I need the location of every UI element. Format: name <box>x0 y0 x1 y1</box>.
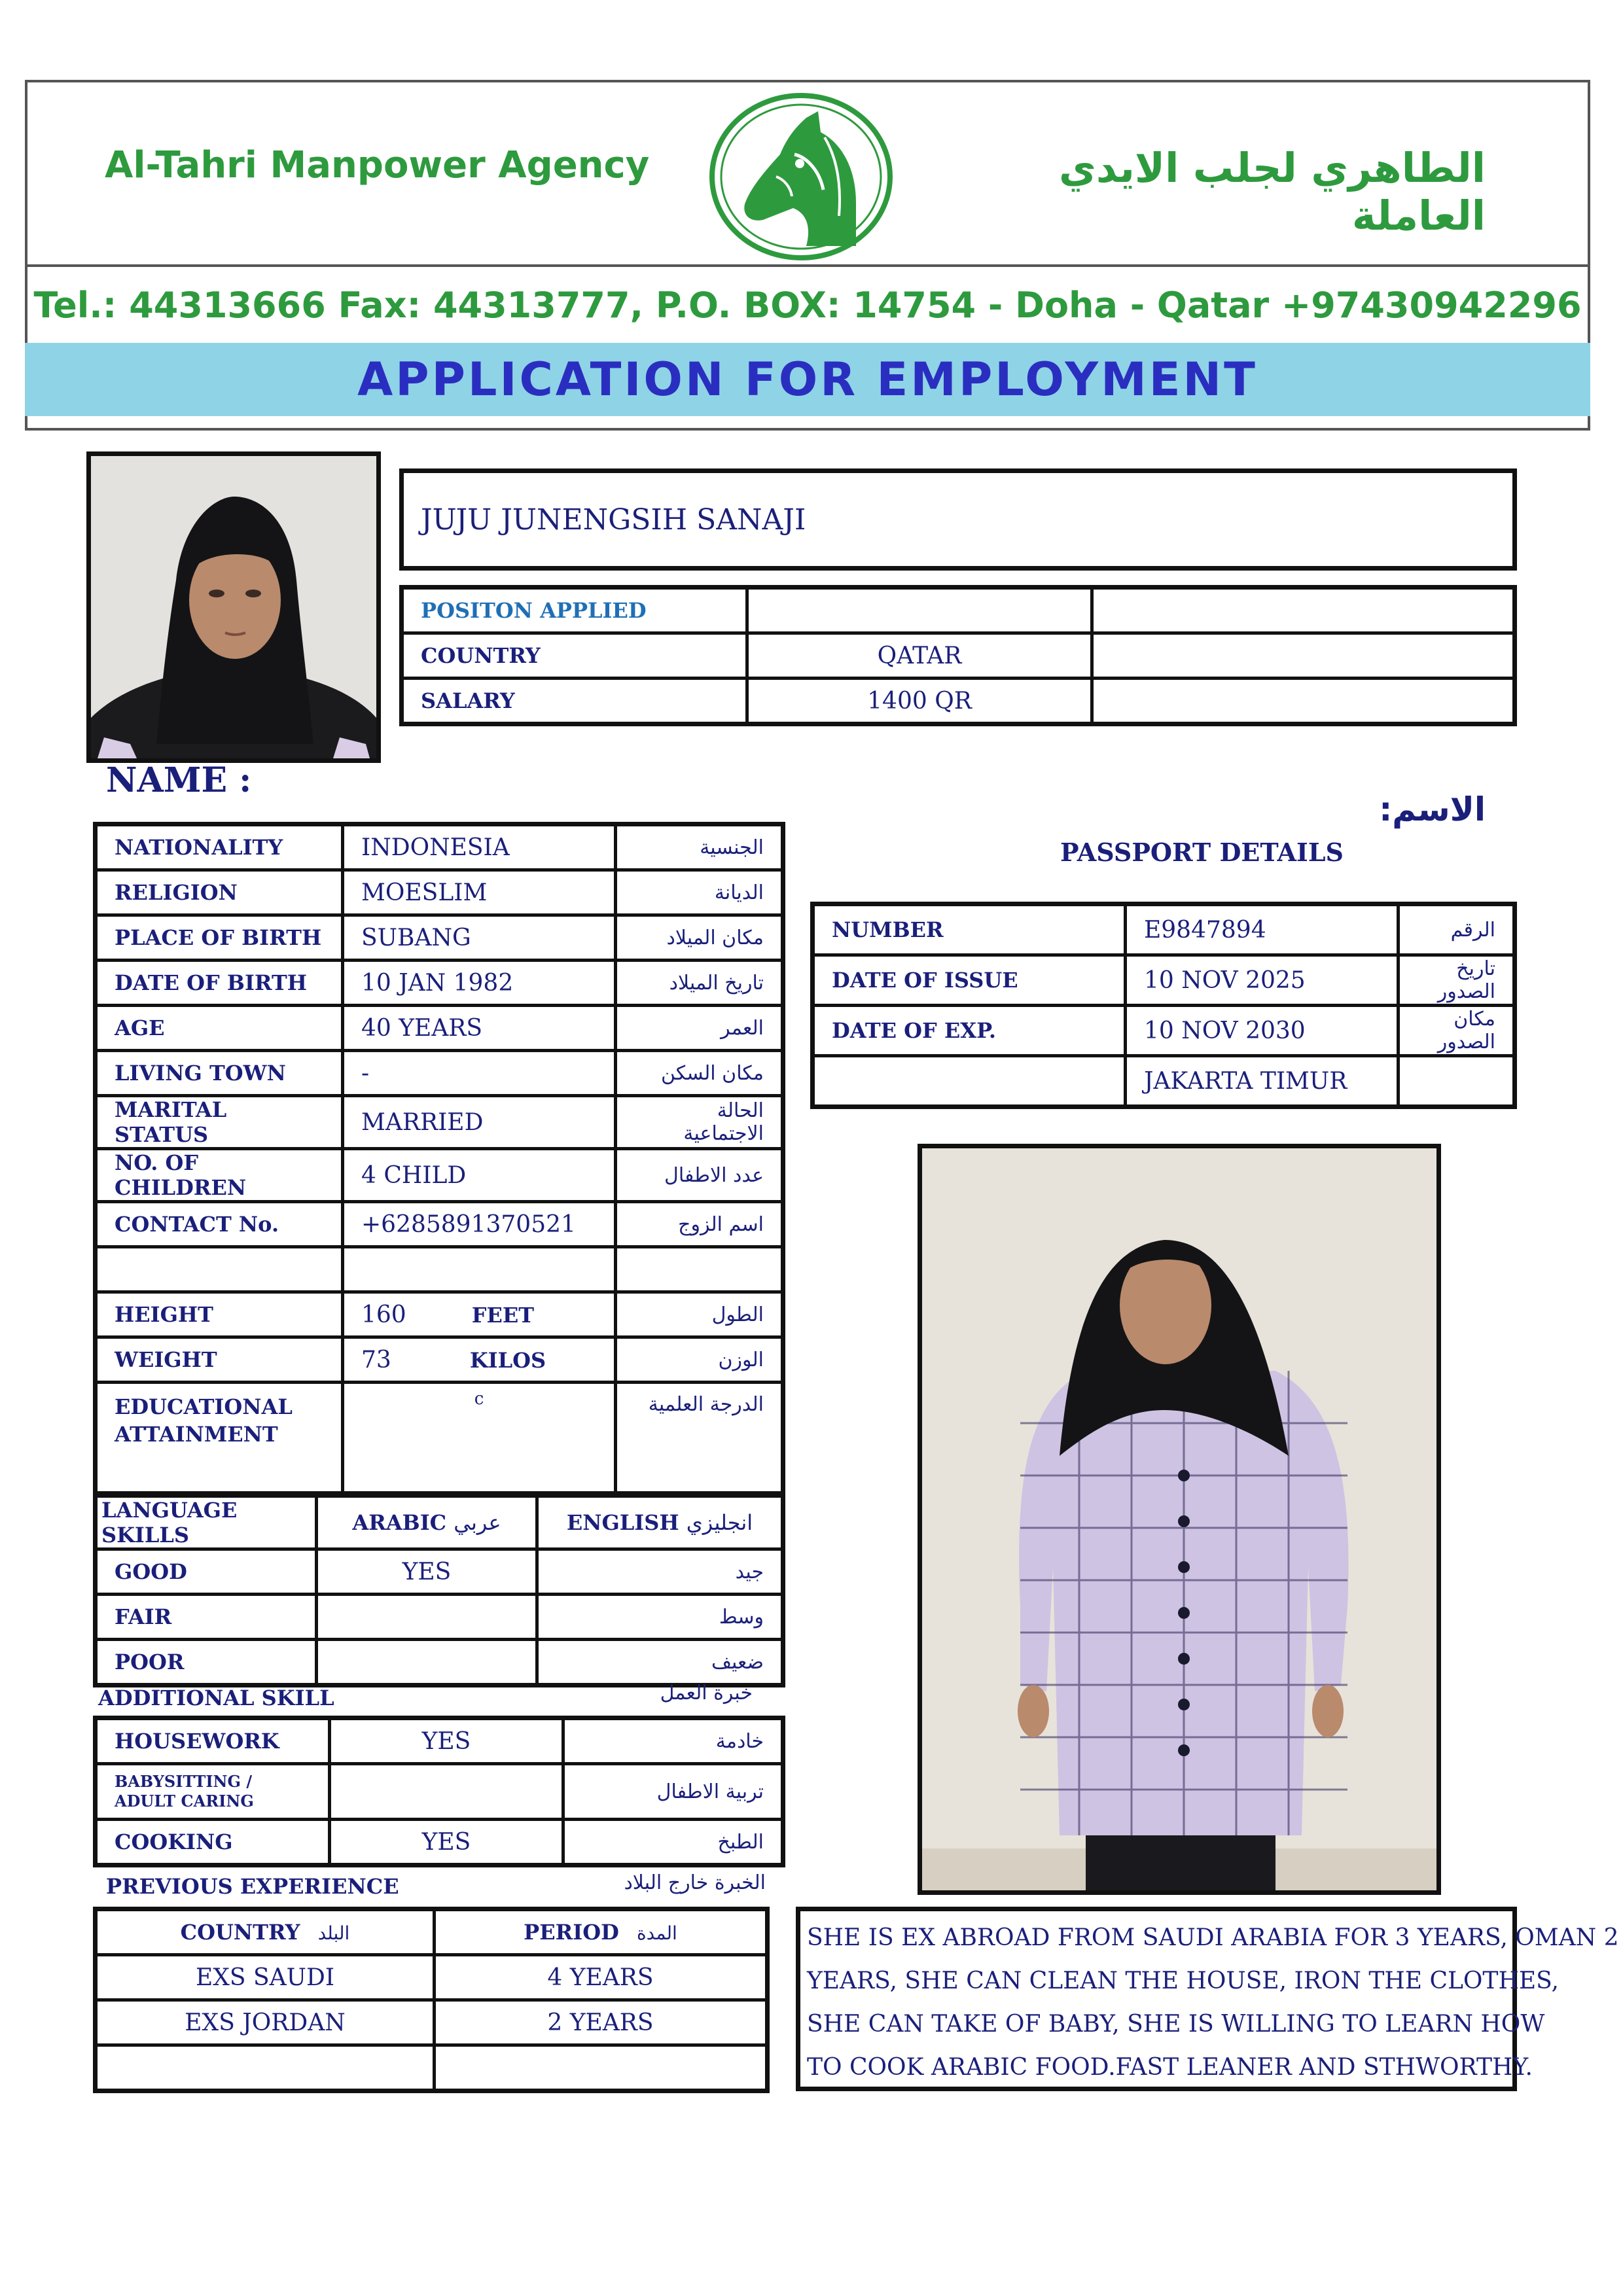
period-header-ar: المدة <box>636 1922 677 1944</box>
personal-value: 4 CHILD <box>343 1149 616 1202</box>
personal-label: DATE OF BIRTH <box>96 961 343 1006</box>
english-header-en: ENGLISH <box>566 1510 679 1535</box>
personal-value: +6285891370521 <box>343 1202 616 1247</box>
experience-period-header <box>435 1909 768 1955</box>
arabic-level-value: YES <box>317 1549 537 1595</box>
table-row <box>96 1337 783 1383</box>
table-row <box>96 1149 783 1202</box>
additional-skill-heading: ADDITIONAL SKILL <box>98 1686 334 1710</box>
personal-label: AGE <box>96 1006 343 1051</box>
arabic-header-en: ARABIC <box>352 1510 447 1535</box>
agency-name-en: Al-Tahri Manpower Agency <box>105 144 650 186</box>
table-row <box>96 1496 783 1549</box>
weight-number: 73 <box>361 1346 391 1373</box>
passport-label: DATE OF EXP. <box>813 1006 1126 1056</box>
skill-value: YES <box>330 1820 563 1865</box>
additional-skill-heading-ar: خبرة العمل <box>660 1682 753 1704</box>
skill-label: COOKING <box>96 1820 330 1865</box>
personal-label-ar: الحالة الاجتماعية <box>616 1096 783 1149</box>
language-level-label: POOR <box>96 1640 317 1686</box>
table-row <box>96 1820 783 1865</box>
table-row <box>96 1595 783 1640</box>
height-unit: FEET <box>471 1302 535 1328</box>
table-row <box>96 1006 783 1051</box>
personal-label-ar: تاريخ الميلاد <box>616 961 783 1006</box>
table-row <box>96 915 783 961</box>
table-row <box>96 870 783 915</box>
personal-label-ar: مكان السكن <box>616 1051 783 1096</box>
passport-table <box>810 902 1517 1109</box>
personal-label-ar: عدد الاطفال <box>616 1149 783 1202</box>
english-header-ar: انجليزي <box>686 1510 753 1535</box>
passport-label-ar: تاريخ الصدور <box>1399 955 1515 1006</box>
experience-period: 2 YEARS <box>435 2000 768 2045</box>
previous-experience-heading: PREVIOUS EXPERIENCE <box>106 1874 399 1899</box>
table-row <box>402 679 1515 724</box>
salary-extra <box>1092 679 1515 724</box>
personal-value: INDONESIA <box>343 824 616 870</box>
table-row <box>96 824 783 870</box>
passport-label-ar: مكان الصدور <box>1399 1006 1515 1056</box>
table-row <box>96 961 783 1006</box>
table-row <box>96 1202 783 1247</box>
personal-label: NO. OF CHILDREN <box>96 1149 343 1202</box>
experience-period: 4 YEARS <box>435 1955 768 2000</box>
experience-country: EXS SAUDI <box>96 1955 435 2000</box>
height-value <box>343 1292 616 1337</box>
table-row <box>813 1056 1515 1107</box>
table-row <box>813 955 1515 1006</box>
arabic-level-value <box>317 1640 537 1686</box>
education-value: c <box>343 1383 616 1494</box>
passport-label: DATE OF ISSUE <box>813 955 1126 1006</box>
table-row <box>96 2000 768 2045</box>
table-row <box>96 2045 768 2091</box>
skill-label: HOUSEWORK <box>96 1718 330 1764</box>
personal-label-ar: العمر <box>616 1006 783 1051</box>
name-label-ar: الاسم: <box>1379 790 1486 828</box>
position-extra <box>1092 588 1515 633</box>
weight-unit: KILOS <box>469 1347 546 1373</box>
height-label-ar: الطول <box>616 1292 783 1337</box>
passport-label: NUMBER <box>813 904 1126 955</box>
personal-label: RELIGION <box>96 870 343 915</box>
remarks-line: SHE IS EX ABROAD FROM SAUDI ARABIA FOR 3 YEARS, OMAN 2 <box>807 1924 1619 1951</box>
skill-label-ar: الطبخ <box>563 1820 783 1865</box>
table-row <box>96 1096 783 1149</box>
skill-label: BABYSITTING / ADULT CARING <box>96 1764 330 1820</box>
table-row <box>96 1051 783 1096</box>
personal-label-ar: مكان الميلاد <box>616 915 783 961</box>
passport-value: 10 NOV 2025 <box>1126 955 1399 1006</box>
personal-value: MARRIED <box>343 1096 616 1149</box>
remarks-box <box>796 1907 1619 2091</box>
position-value <box>747 588 1092 633</box>
arabic-header-ar: عربي <box>454 1510 501 1535</box>
country-header-en: COUNTRY <box>180 1920 300 1945</box>
personal-value: SUBANG <box>343 915 616 961</box>
personal-label-ar: اسم الزوج <box>616 1202 783 1247</box>
table-row <box>96 1247 783 1292</box>
country-value: QATAR <box>747 633 1092 679</box>
table-row <box>96 1383 783 1494</box>
remarks-line: TO COOK ARABIC FOOD.FAST LEANER AND STHWORTHY. <box>807 2054 1533 2081</box>
personal-value <box>343 1247 616 1292</box>
experience-country: EXS JORDAN <box>96 2000 435 2045</box>
arabic-level-value <box>317 1595 537 1640</box>
remarks-text <box>807 1916 1619 2089</box>
english-column-header <box>537 1496 783 1549</box>
title-band <box>25 343 1590 416</box>
personal-value: - <box>343 1051 616 1096</box>
table-row <box>813 1006 1515 1056</box>
passport-label <box>813 1056 1126 1107</box>
english-level-ar: وسط <box>537 1595 783 1640</box>
table-row <box>96 1292 783 1337</box>
language-level-label: GOOD <box>96 1549 317 1595</box>
personal-label: CONTACT No. <box>96 1202 343 1247</box>
passport-value: JAKARTA TIMUR <box>1126 1056 1399 1107</box>
skill-value <box>330 1764 563 1820</box>
period-header-en: PERIOD <box>524 1920 619 1945</box>
passport-label-ar <box>1399 1056 1515 1107</box>
form-title: APPLICATION FOR EMPLOYMENT <box>357 353 1258 406</box>
agency-name-ar: الطاهري لجلب الايدي العاملة <box>1059 144 1486 239</box>
personal-label: NATIONALITY <box>96 824 343 870</box>
table-row <box>813 904 1515 955</box>
full-body-photo <box>918 1144 1441 1895</box>
language-skills-table <box>93 1493 785 1687</box>
weight-label-ar: الوزن <box>616 1337 783 1383</box>
remarks-line: YEARS, SHE CAN CLEAN THE HOUSE, IRON THE CLOTHES, <box>807 1968 1559 1994</box>
personal-details-table <box>93 822 785 1496</box>
skill-label-ar: تربية الاطفال <box>563 1764 783 1820</box>
height-label: HEIGHT <box>96 1292 343 1337</box>
remarks-line: SHE CAN TAKE OF BABY, SHE IS WILLING TO LEARN HOW <box>807 2011 1545 2038</box>
personal-label: MARITAL STATUS <box>96 1096 343 1149</box>
personal-label: LIVING TOWN <box>96 1051 343 1096</box>
education-label: EDUCATIONAL ATTAINMENT <box>96 1383 343 1494</box>
country-extra <box>1092 633 1515 679</box>
personal-label-ar <box>616 1247 783 1292</box>
horse-head-icon <box>708 92 894 262</box>
english-level-ar: ضعيف <box>537 1640 783 1686</box>
skill-value: YES <box>330 1718 563 1764</box>
table-row <box>96 1764 783 1820</box>
experience-country-header <box>96 1909 435 1955</box>
personal-value: 10 JAN 1982 <box>343 961 616 1006</box>
personal-label <box>96 1247 343 1292</box>
passport-value: E9847894 <box>1126 904 1399 955</box>
previous-experience-heading-ar: الخبرة خارج البلاد <box>624 1871 766 1894</box>
language-header-label: LANGUAGE SKILLS <box>96 1496 317 1549</box>
education-label-ar: الدرجة العلمية <box>616 1383 783 1494</box>
passport-label-ar: الرقم <box>1399 904 1515 955</box>
table-row <box>96 1549 783 1595</box>
skill-label-ar: خادمة <box>563 1718 783 1764</box>
table-row <box>96 1640 783 1686</box>
experience-country <box>96 2045 435 2091</box>
weight-label: WEIGHT <box>96 1337 343 1383</box>
table-row <box>96 1909 768 1955</box>
country-label: COUNTRY <box>402 633 747 679</box>
passport-value: 10 NOV 2030 <box>1126 1006 1399 1056</box>
personal-label-ar: الجنسية <box>616 824 783 870</box>
table-row <box>402 588 1515 633</box>
arabic-column-header <box>317 1496 537 1549</box>
country-header-ar: البلد <box>317 1922 350 1944</box>
salary-label: SALARY <box>402 679 747 724</box>
height-number: 160 <box>361 1301 406 1328</box>
position-label: POSITON APPLIED <box>402 588 747 633</box>
name-label: NAME : <box>106 760 252 800</box>
english-level-ar: جيد <box>537 1549 783 1595</box>
contact-info: Tel.: 44313666 Fax: 44313777, P.O. BOX: 14754 - Doha - Qatar +97430942296 <box>33 284 1582 326</box>
applicant-name-box <box>399 468 1517 571</box>
passport-heading: PASSPORT DETAILS <box>1060 838 1344 867</box>
personal-label: PLACE OF BIRTH <box>96 915 343 961</box>
weight-value <box>343 1337 616 1383</box>
personal-value: MOESLIM <box>343 870 616 915</box>
portrait-photo <box>86 451 381 763</box>
salary-value: 1400 QR <box>747 679 1092 724</box>
position-table <box>399 585 1517 726</box>
personal-value: 40 YEARS <box>343 1006 616 1051</box>
personal-label-ar: الديانة <box>616 870 783 915</box>
additional-skill-table <box>93 1716 785 1867</box>
table-row <box>96 1955 768 2000</box>
language-level-label: FAIR <box>96 1595 317 1640</box>
applicant-full-name: JUJU JUNENGSIH SANAJI <box>421 503 806 537</box>
previous-experience-table <box>93 1907 770 2093</box>
table-row <box>96 1718 783 1764</box>
contact-row <box>25 267 1590 343</box>
experience-period <box>435 2045 768 2091</box>
table-row <box>402 633 1515 679</box>
